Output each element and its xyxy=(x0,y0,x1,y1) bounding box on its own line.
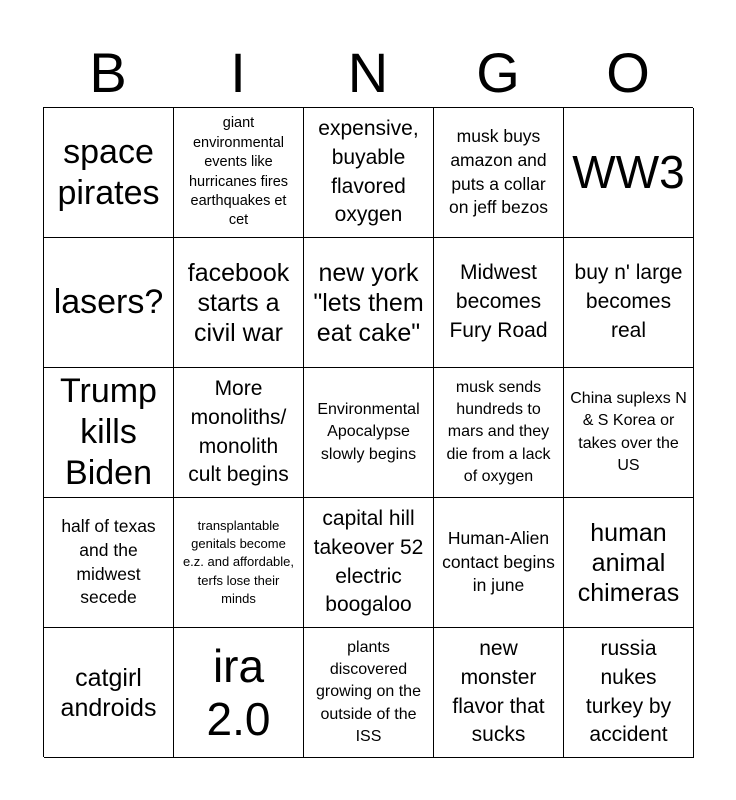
cell-text: ira 2.0 xyxy=(206,639,271,745)
cell-text: musk buys amazon and puts a collar on jeff bezos xyxy=(449,125,548,218)
cell-text: space pirates xyxy=(57,132,160,212)
bingo-cell[interactable] xyxy=(304,368,434,498)
cell-text: transplantable genitals become e.z. and affordable, terfs lose their minds xyxy=(182,518,295,606)
cell-text: China suplexs N & S Korea or takes over the US xyxy=(570,389,687,474)
bingo-cell[interactable] xyxy=(174,368,304,498)
bingo-cell[interactable] xyxy=(434,498,564,628)
bingo-cell[interactable] xyxy=(564,108,694,238)
bingo-cell[interactable] xyxy=(174,238,304,368)
cell-text: half of texas and the midwest secede xyxy=(61,515,156,608)
bingo-header xyxy=(43,40,693,106)
bingo-cell[interactable] xyxy=(174,108,304,238)
bingo-cell[interactable] xyxy=(44,238,174,368)
cell-text: Trump kills Biden xyxy=(60,372,157,492)
cell-text: new monster flavor that sucks xyxy=(452,636,545,747)
bingo-cell[interactable] xyxy=(174,628,304,758)
cell-text: catgirl androids xyxy=(60,663,157,722)
cell-text: WW3 xyxy=(572,146,685,199)
bingo-cell[interactable] xyxy=(304,108,434,238)
bingo-cell[interactable] xyxy=(44,498,174,628)
cell-text: expensive, buyable flavored oxygen xyxy=(318,116,419,227)
header-letter-n: N xyxy=(347,41,389,104)
bingo-cell[interactable] xyxy=(44,368,174,498)
bingo-cell[interactable] xyxy=(434,108,564,238)
cell-text: buy n' large becomes real xyxy=(574,261,683,342)
bingo-cell[interactable] xyxy=(564,368,694,498)
bingo-cell[interactable] xyxy=(304,628,434,758)
header-letter-g: G xyxy=(476,41,520,104)
cell-text: Environmental Apocalypse slowly begins xyxy=(317,400,420,463)
bingo-cell[interactable] xyxy=(434,368,564,498)
cell-text: human animal chimeras xyxy=(577,518,680,607)
bingo-cell[interactable] xyxy=(564,238,694,368)
bingo-cell[interactable] xyxy=(44,628,174,758)
header-letter-i: I xyxy=(230,41,246,104)
cell-text: Midwest becomes Fury Road xyxy=(449,261,548,342)
bingo-cell[interactable] xyxy=(174,498,304,628)
cell-text: lasers? xyxy=(53,283,164,322)
cell-text: More monoliths/ monolith cult begins xyxy=(188,376,289,487)
bingo-cell[interactable] xyxy=(304,238,434,368)
cell-text: facebook starts a civil war xyxy=(187,258,290,347)
bingo-cell[interactable] xyxy=(304,498,434,628)
bingo-cell[interactable] xyxy=(564,628,694,758)
cell-text: capital hill takeover 52 electric boogaloo xyxy=(313,506,424,617)
header-letter-b: B xyxy=(89,41,127,104)
cell-text: plants discovered growing on the outside of the ISS xyxy=(316,638,421,746)
cell-text: new york "lets them eat cake" xyxy=(313,258,424,347)
bingo-cell[interactable] xyxy=(434,238,564,368)
bingo-card-grid xyxy=(43,107,693,757)
cell-text: russia nukes turkey by accident xyxy=(585,636,672,747)
bingo-cell[interactable] xyxy=(434,628,564,758)
cell-text: Human-Alien contact begins in june xyxy=(442,527,555,596)
header-letter-o: O xyxy=(606,41,650,104)
cell-text: giant environmental events like hurricanes fires earthquakes et cet xyxy=(188,115,289,229)
bingo-cell[interactable] xyxy=(44,108,174,238)
bingo-cell[interactable] xyxy=(564,498,694,628)
cell-text: musk sends hundreds to mars and they die from a lack of oxygen xyxy=(446,378,551,486)
